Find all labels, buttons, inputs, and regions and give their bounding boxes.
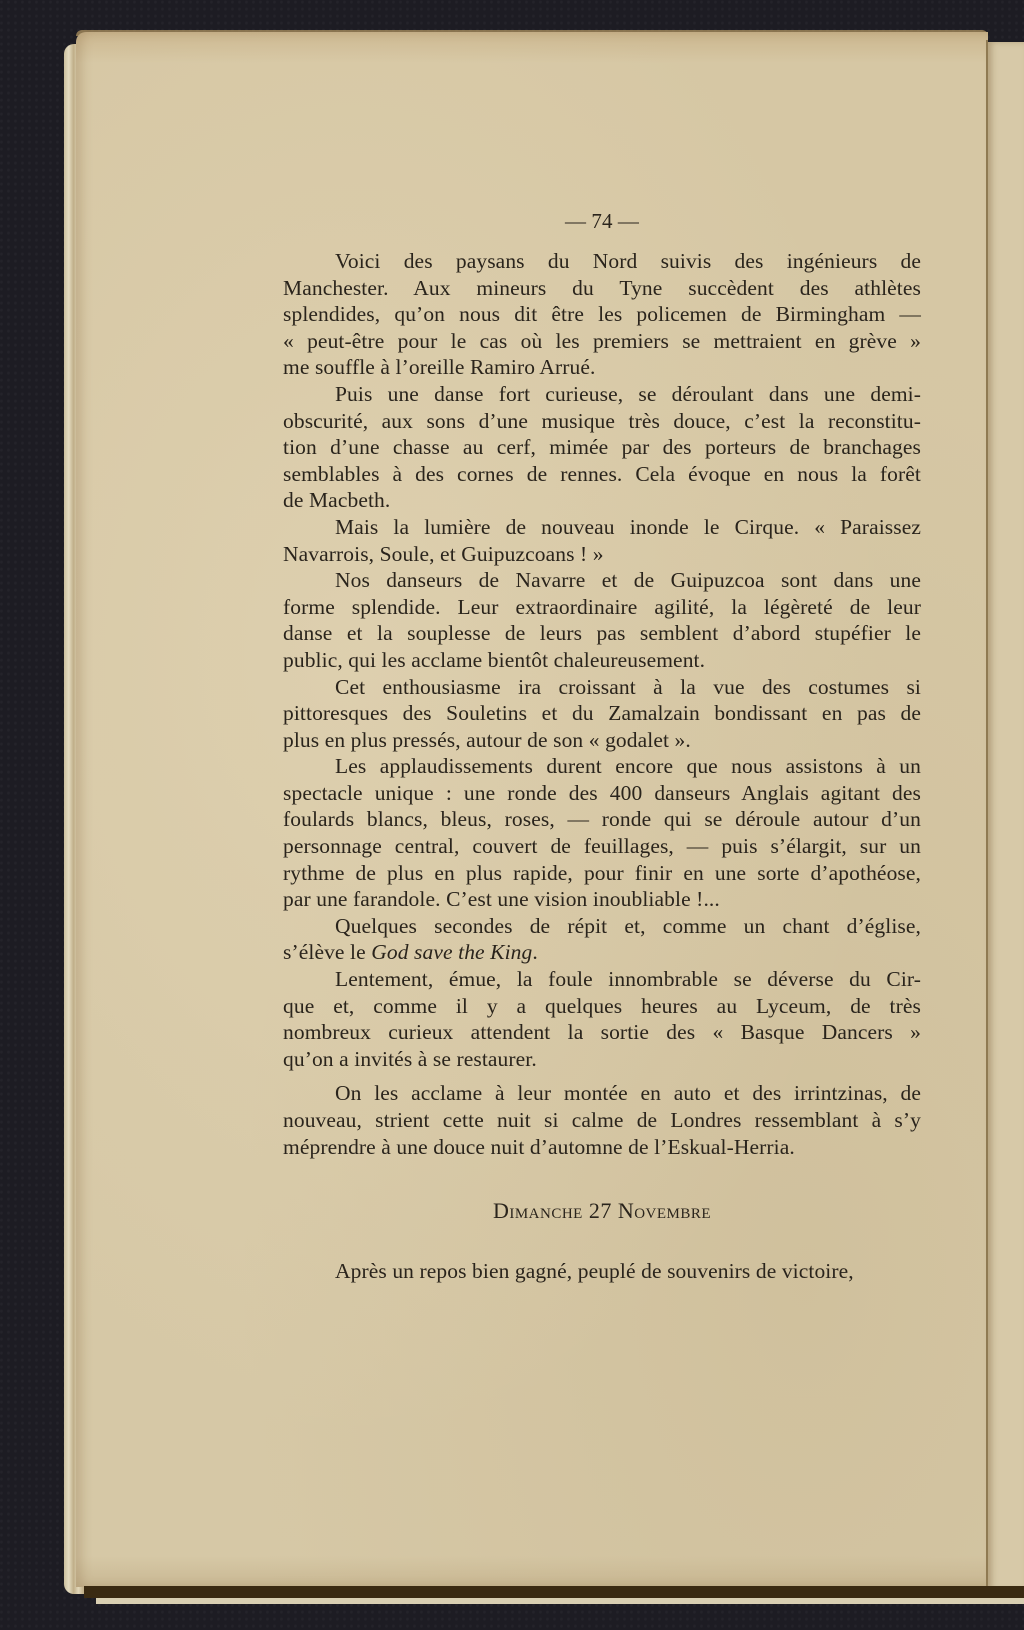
cover-bottom-edge (84, 1586, 1024, 1598)
text-line: public, qui les acclame bientôt chaleureusement. (283, 647, 706, 672)
text-line: plus en plus pressés, autour de son « godalet ». (283, 727, 691, 752)
text-run: . (532, 940, 538, 965)
page-number: — 74 — (564, 209, 640, 233)
paragraph (283, 966, 921, 1072)
paragraph (283, 674, 921, 754)
text-line: danse et la souplesse de leurs pas semblent d’abord stupéfier le (283, 621, 921, 646)
paragraph (283, 381, 921, 514)
text-line: par une farandole. C’est une vision inoubliable !... (283, 887, 720, 912)
paragraph (283, 913, 921, 966)
paragraph (283, 753, 921, 913)
text-line: méprendre à une douce nuit d’automne de l’Eskual-Herria. (283, 1134, 795, 1159)
anthem-title: God save the King (371, 940, 533, 965)
text-line: Lentement, émue, la foule innombrable se déverse du Cir- (335, 967, 921, 992)
paragraph (283, 248, 921, 381)
text-line: nouveau, strient cette nuit si calme de Londres ressemblant à s’y (283, 1108, 921, 1132)
text-line: semblables à des cornes de rennes. Cela évoque en nous la forêt (283, 461, 921, 486)
text-line: spectacle unique : une ronde des 400 danseurs Anglais agitant des (283, 780, 921, 805)
section-heading: Dimanche 27 Novembre (492, 1198, 712, 1224)
text-line: splendides, qu’on nous dit être les policemen de Birmingham — (283, 302, 921, 327)
text-line: Après un repos bien gagné, peuplé de souvenirs de victoire, (335, 1259, 854, 1284)
text-line: On les acclame à leur montée en auto et des irrintzinas, de (335, 1081, 921, 1106)
text-line: forme splendide. Leur extraordinaire agilité, la légèreté de leur (283, 594, 921, 619)
text-line: tion d’une chasse au cerf, mimée par des porteurs de branchages (283, 435, 921, 460)
text-line: nombreux curieux attendent la sortie des « Basque Dancers » (283, 1020, 921, 1045)
text-line: foulards blancs, bleus, roses, — ronde qui se déroule autour d’un (283, 807, 921, 832)
text-line: de Macbeth. (283, 488, 391, 513)
text-line: Puis une danse fort curieuse, se déroulant dans une demi- (335, 381, 921, 406)
text-line: Mais la lumière de nouveau inonde le Cirque. « Paraissez (335, 514, 921, 539)
text-line: rythme de plus en plus rapide, pour finir en une sorte d’apothéose, (283, 860, 921, 885)
text-line: obscurité, aux sons d’une musique très douce, c’est la reconstitu- (283, 408, 921, 433)
text-line (283, 939, 921, 966)
text-line: pittoresques des Souletins et du Zamalzain bondissant en pas de (283, 701, 921, 726)
facing-page-edge (988, 42, 1024, 1590)
text-line: Voici des paysans du Nord suivis des ingénieurs de (335, 249, 921, 273)
text-line: Navarrois, Soule, et Guipuzcoans ! » (283, 541, 604, 566)
page-text (283, 200, 921, 1285)
text-line: que et, comme il y a quelques heures au Lyceum, de très (283, 993, 921, 1018)
paragraph (283, 1080, 921, 1160)
text-line: Les applaudissements durent encore que nous assistons à un (335, 754, 921, 779)
paragraph (283, 1258, 921, 1285)
text-line: personnage central, couvert de feuillages, — puis s’élargit, sur un (283, 834, 921, 859)
text-line: Nos danseurs de Navarre et de Guipuzcoa sont dans une (335, 568, 921, 593)
text-line: qu’on a invités à se restaurer. (283, 1046, 537, 1071)
text-line: Quelques secondes de répit et, comme un chant d’église, (335, 913, 921, 938)
text-line: me souffle à l’oreille Ramiro Arrué. (283, 355, 596, 380)
paragraph (283, 514, 921, 567)
text-line: Cet enthousiasme ira croissant à la vue des costumes si (335, 674, 921, 699)
paragraph (283, 567, 921, 673)
text-line: Manchester. Aux mineurs du Tyne succèdent des athlètes (283, 275, 921, 300)
text-line: « peut-être pour le cas où les premiers se mettraient en grève » (283, 328, 921, 353)
text-run: s’élève le (283, 940, 372, 965)
cover-bottom-highlight (96, 1598, 1024, 1604)
